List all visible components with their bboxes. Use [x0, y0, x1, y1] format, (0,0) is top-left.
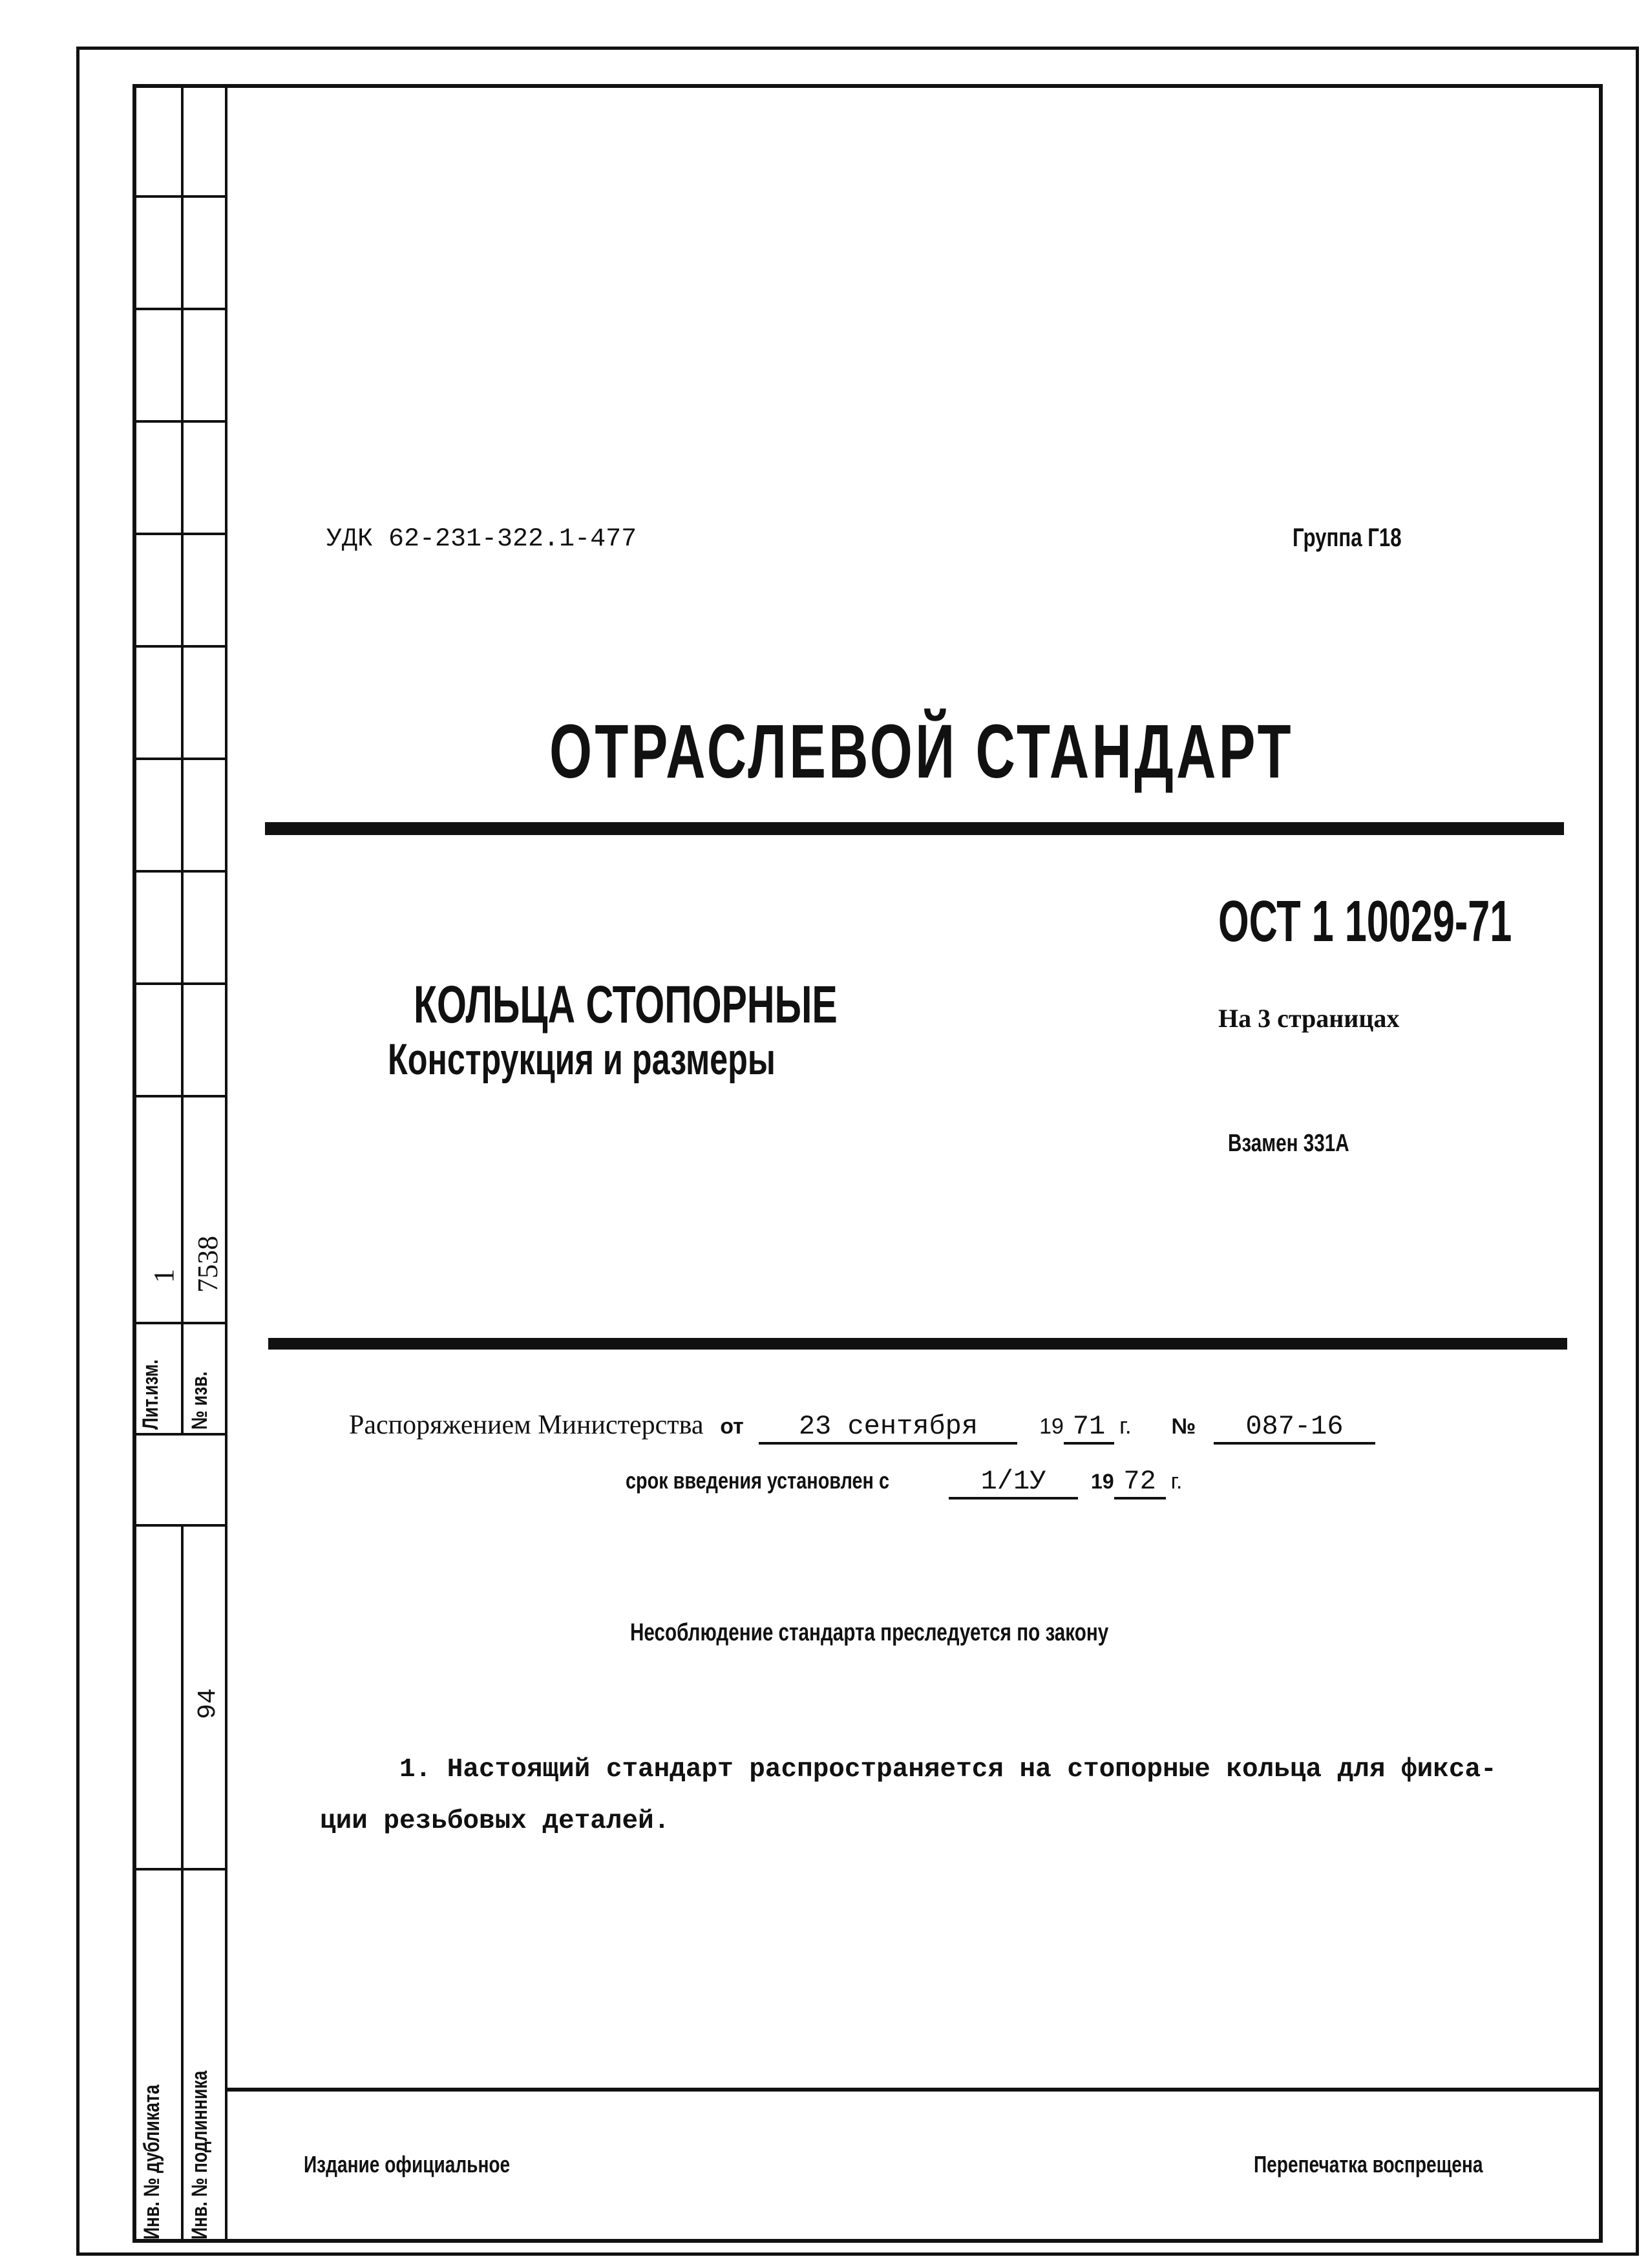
lit-izm-label: Лит.изм.: [138, 1359, 163, 1430]
izm-no-value: 7538: [192, 1236, 224, 1293]
legal-warning: Несоблюдение стандарта преследуется по закону: [630, 1619, 1109, 1646]
inv-orig-value: 94: [194, 1688, 223, 1719]
page-count: На 3 страницах: [1218, 1004, 1400, 1033]
inner-frame: [132, 84, 1603, 2243]
decree-prefix: Распоряжением Министерства: [349, 1410, 704, 1440]
decree-year: 71: [1064, 1411, 1114, 1445]
subject-title: КОЛЬЦА СТОПОРНЫЕ: [414, 975, 838, 1034]
lit-izm-value: 1: [148, 1269, 180, 1283]
inv-dup-label: Инв. № дубликата: [140, 2084, 164, 2240]
effective-date: 1/1У: [949, 1466, 1078, 1500]
document-title: ОТРАСЛЕВОЙ СТАНДАРТ: [549, 709, 1294, 794]
udk-code: УДК 62-231-322.1-477: [326, 525, 637, 554]
effective-line: срок введения установлен с 1/1У 19 72 г.: [626, 1466, 1182, 1500]
standard-number: ОСТ 1 10029-71: [1218, 889, 1512, 954]
effective-year: 72: [1114, 1466, 1166, 1500]
footer-official-edition: Издание официальное: [304, 2151, 511, 2178]
footer-rule: [227, 2088, 1603, 2092]
clause-1-line-1: 1. Настоящий стандарт распространяется на стопорные кольца для фикса-: [399, 1755, 1497, 1785]
decree-number: 087-16: [1214, 1411, 1375, 1445]
inv-orig-label: Инв. № подлинника: [187, 2070, 212, 2240]
decree-date: 23 сентября: [759, 1411, 1017, 1445]
footer-reprint-prohibited: Перепечатка воспрещена: [1254, 2151, 1483, 2178]
decree-line: Распоряжением Министерства от 23 сентября 19 71 г. № 087-16: [349, 1409, 1375, 1445]
replaces-note: Взамен 331А: [1228, 1130, 1349, 1157]
clause-1-line-2: ции резьбовых деталей.: [320, 1807, 670, 1836]
izm-no-label: № изв.: [187, 1371, 212, 1430]
group-code: Группа Г18: [1293, 524, 1402, 552]
decree-rule: [268, 1338, 1567, 1350]
title-rule: [265, 822, 1564, 835]
subject-subtitle: Конструкция и размеры: [388, 1035, 776, 1084]
